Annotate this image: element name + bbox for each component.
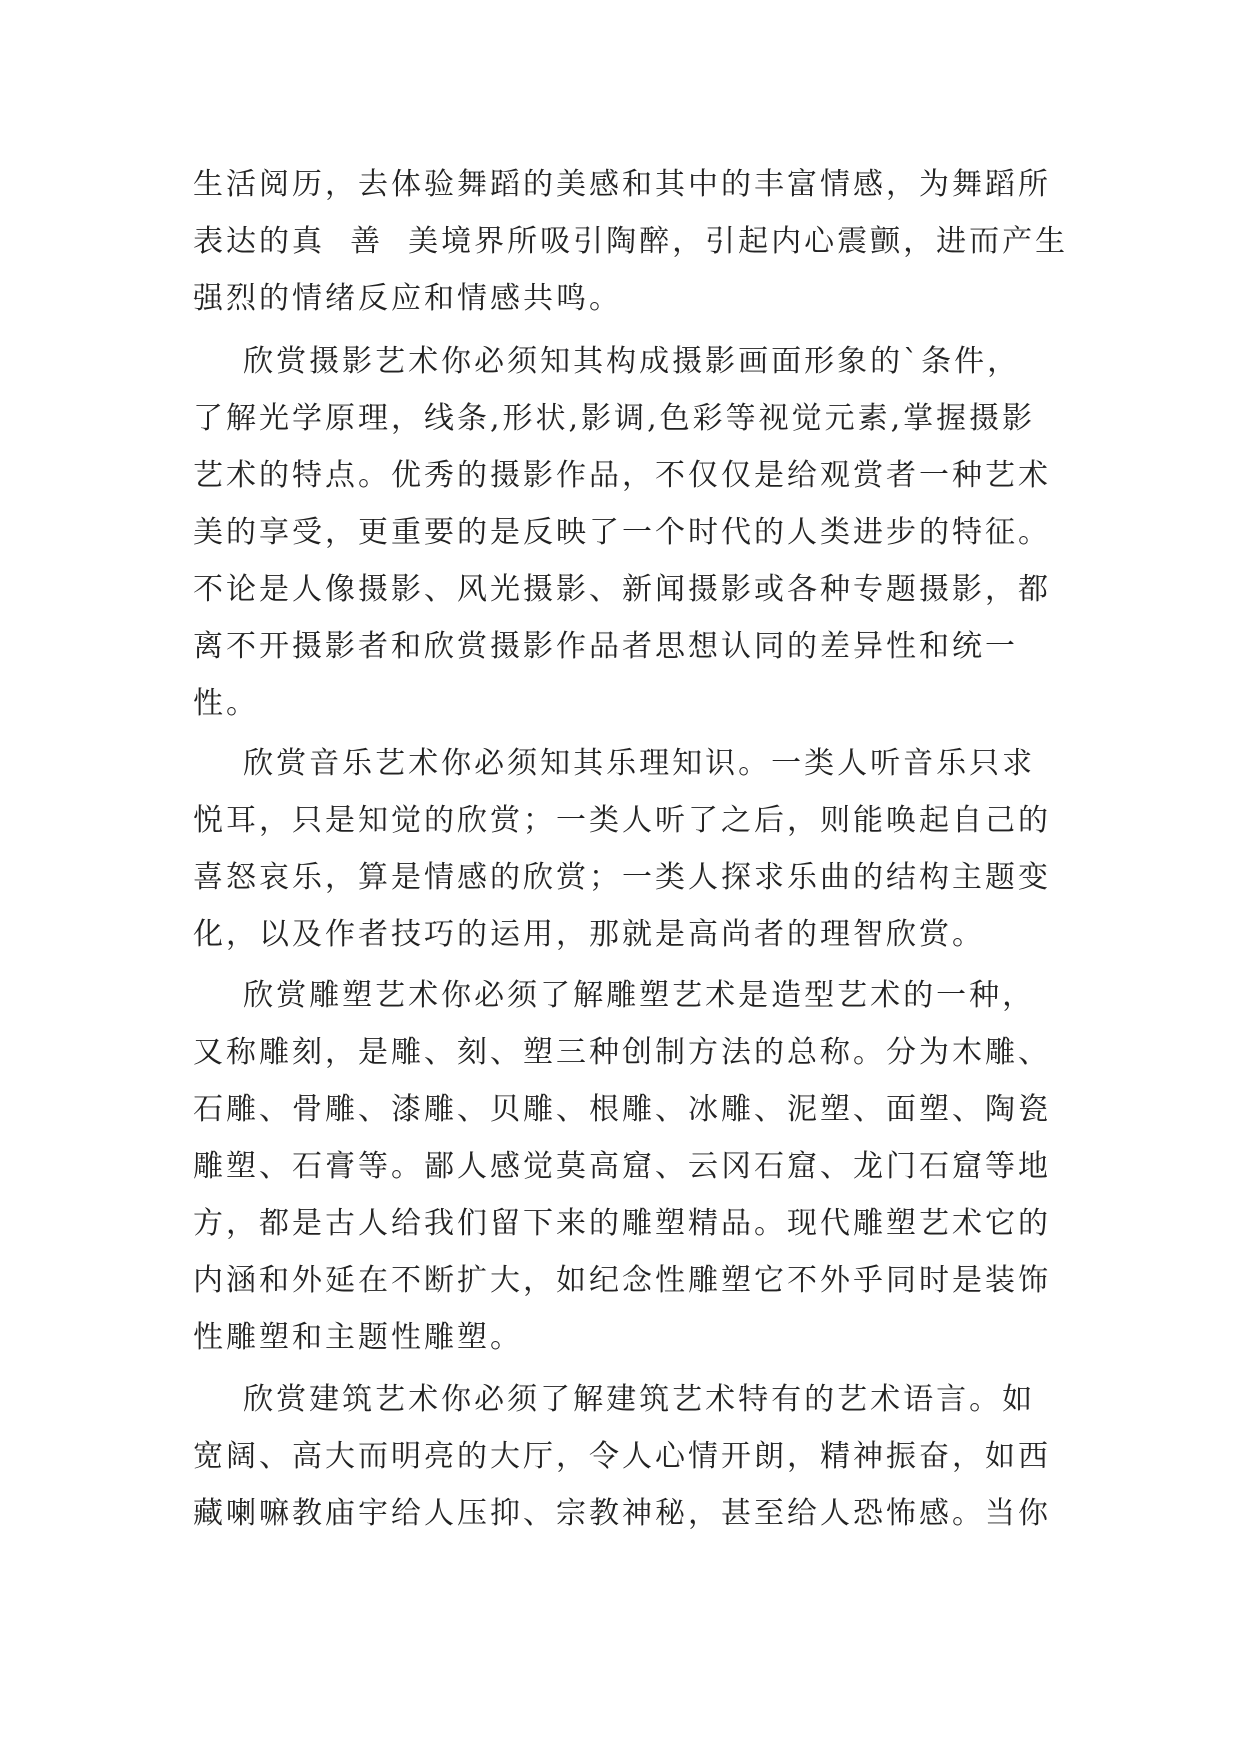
- text-line: 藏喇嘛教庙宇给人压抑、宗教神秘，甚至给人恐怖感。当你: [193, 1496, 1051, 1531]
- text-line: 欣赏建筑艺术你必须了解建筑艺术特有的艺术语言。如: [193, 1382, 1036, 1417]
- text-line: 美的享受，更重要的是反映了一个时代的人类进步的特征。: [193, 515, 1051, 550]
- text-line: 表达的真 善 美境界所吸引陶醉，引起内心震颤，进而产生: [193, 224, 1069, 259]
- text-line: 化，以及作者技巧的运用，那就是高尚者的理智欣赏。: [193, 917, 985, 952]
- text-line: 石雕、骨雕、漆雕、贝雕、根雕、冰雕、泥塑、面塑、陶瓷: [193, 1092, 1051, 1127]
- text-line: 不论是人像摄影、风光摄影、新闻摄影或各种专题摄影，都: [193, 572, 1051, 607]
- text-line: 悦耳，只是知觉的欣赏；一类人听了之后，则能唤起自己的: [193, 803, 1051, 838]
- text-line: 强烈的情绪反应和情感共鸣。: [193, 281, 622, 316]
- text-line: 又称雕刻，是雕、刻、塑三种创制方法的总称。分为木雕、: [193, 1035, 1051, 1070]
- text-line: 欣赏摄影艺术你必须知其构成摄影画面形象的`条件，: [193, 344, 1021, 379]
- text-line: 生活阅历，去体验舞蹈的美感和其中的丰富情感，为舞蹈所: [193, 167, 1051, 202]
- text-line: 喜怒哀乐，算是情感的欣赏；一类人探求乐曲的结构主题变: [193, 860, 1051, 895]
- text-line: 雕塑、石膏等。鄙人感觉莫高窟、云冈石窟、龙门石窟等地: [193, 1149, 1051, 1184]
- text-line: 欣赏雕塑艺术你必须了解雕塑艺术是造型艺术的一种，: [193, 978, 1036, 1013]
- text-line: 艺术的特点。优秀的摄影作品，不仅仅是给观赏者一种艺术: [193, 458, 1051, 493]
- text-line: 欣赏音乐艺术你必须知其乐理知识。一类人听音乐只求: [193, 746, 1036, 781]
- text-line: 离不开摄影者和欣赏摄影作品者思想认同的差异性和统一: [193, 629, 1018, 664]
- text-line: 宽阔、高大而明亮的大厅，令人心情开朗，精神振奋，如西: [193, 1439, 1051, 1474]
- text-line: 性。: [193, 686, 259, 721]
- text-line: 了解光学原理，线条,形状,影调,色彩等视觉元素,掌握摄影: [193, 401, 1036, 436]
- text-line: 方，都是古人给我们留下来的雕塑精品。现代雕塑艺术它的: [193, 1206, 1051, 1241]
- text-line: 性雕塑和主题性雕塑。: [193, 1320, 523, 1355]
- text-line: 内涵和外延在不断扩大，如纪念性雕塑它不外乎同时是装饰: [193, 1263, 1051, 1298]
